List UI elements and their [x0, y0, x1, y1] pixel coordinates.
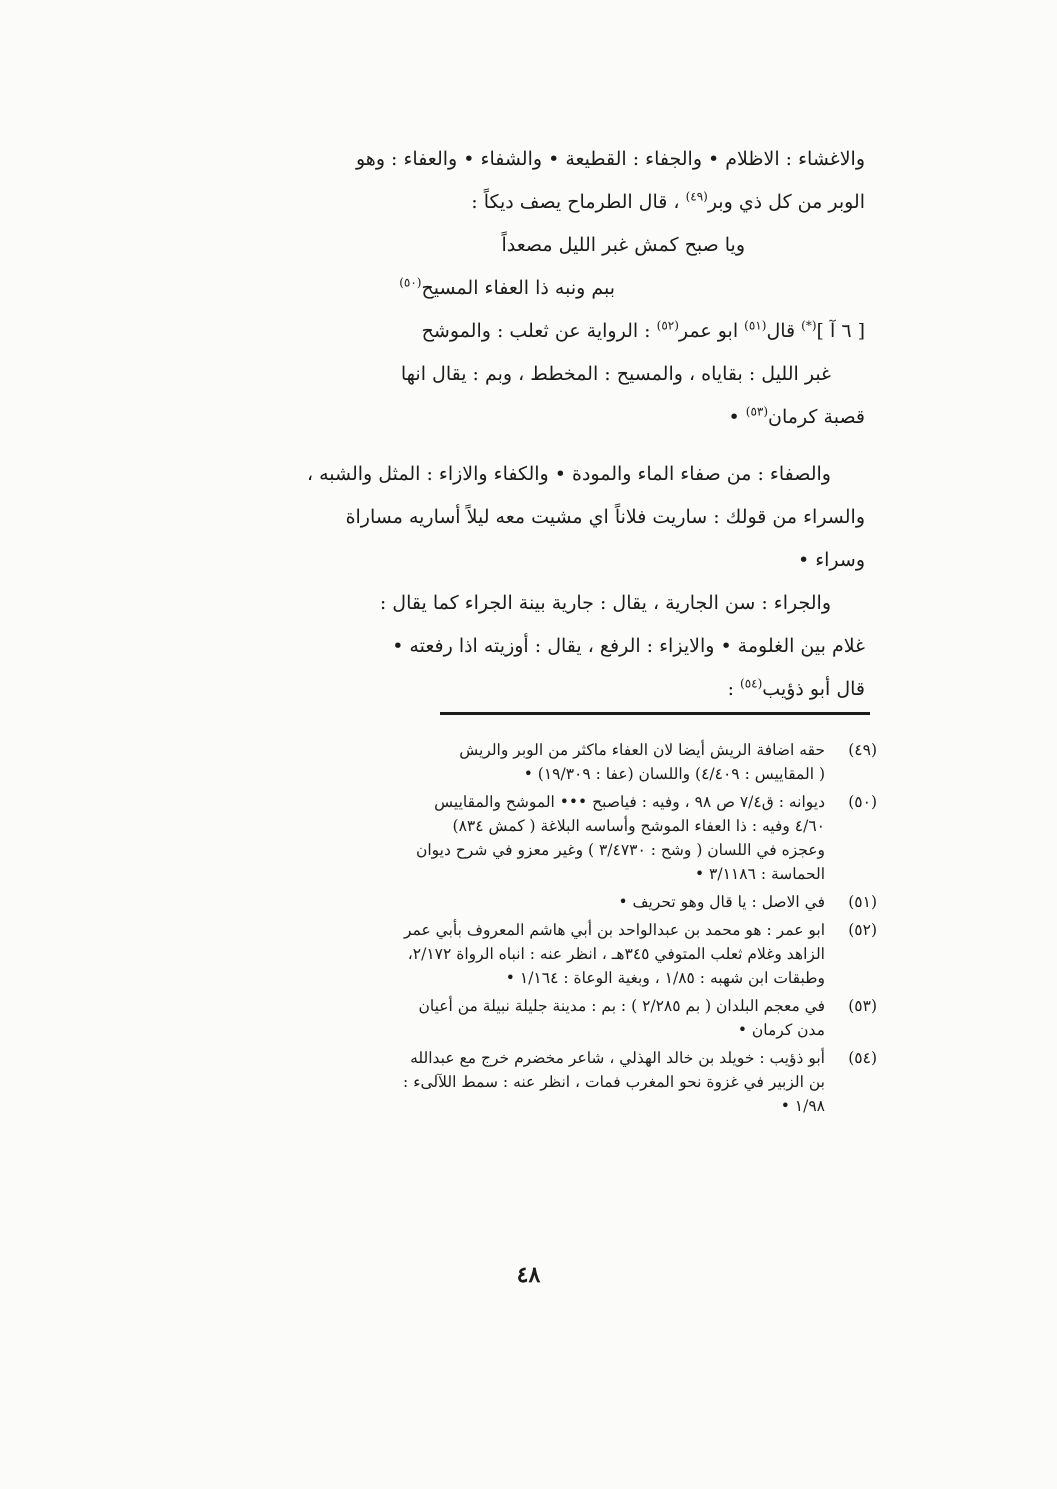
text-line-8: والصفاء : من صفاء الماء والمودة • والكفاء والازاء : المثل والشبه ،: [306, 463, 831, 485]
footnote-line: حقه اضافة الريش أيضا لان العفاء ماكثر من الوبر والريش: [459, 741, 825, 759]
footnote-ref: (٥٣): [745, 404, 769, 419]
footnote: [205, 994, 877, 1042]
footnote: [205, 738, 877, 786]
text-line-12: غلام بين الغلومة • والايزاء : الرفع ، يقال : أوزيته اذا رفعته •: [392, 635, 865, 657]
footnote-ref: (٤٩): [685, 189, 708, 204]
footnote-separator: [440, 712, 870, 715]
text-segment: :: [727, 678, 741, 700]
footnote: [205, 918, 877, 990]
paragraph-gap: [205, 439, 865, 453]
text-segment: : الرواية عن ثعلب : والموشح: [421, 320, 657, 342]
text-line-5: [205, 310, 865, 353]
text-segment: قال: [766, 320, 796, 342]
footnote-ref: (٥٠): [399, 275, 422, 290]
footnote-line: في معجم البلدان ( بم ٢/٢٨٥ ) : بم : مدينة جليلة نبيلة من أعيان: [418, 997, 825, 1015]
footnote-ref: (٥٢): [656, 318, 679, 333]
footnote-number: (٥٢): [848, 921, 877, 939]
footnote-line: ( المقاييس : ٤/٤٠٩) واللسان (عفا : ١٩/٣٠٩) •: [523, 765, 825, 783]
text-segment: ببم ونبه ذا العفاء المسيح: [421, 277, 615, 299]
text-segment: الوبر من كل ذي وبر: [707, 191, 865, 213]
footnote-ref: (٥٤): [740, 676, 763, 691]
footnote-ref: (٥١): [744, 318, 767, 333]
footnote: [205, 890, 877, 914]
text-line-1: والاغشاء : الاظلام • والجفاء : القطيعة • والشفاء • والعفاء : وهو: [355, 148, 865, 170]
footnote-number: (٤٩): [848, 741, 877, 759]
text-line-9: والسراء من قولك : ساريت فلاناً اي مشيت معه ليلاً أساريه مساراة: [345, 506, 865, 528]
verse-line-2: [205, 267, 865, 310]
footnote-text: [205, 994, 825, 1042]
text-segment: •: [728, 406, 746, 428]
page-number: ٤٨: [516, 1262, 541, 1288]
footnote-line: الحماسة : ٣/١١٨٦ •: [694, 865, 825, 883]
footnote-line: في الاصل : يا قال وهو تحريف •: [618, 893, 825, 911]
footnote-line: ابو عمر : هو محمد بن عبدالواحد بن أبي هاشم المعروف بأبي عمر: [403, 921, 825, 939]
footnote-number: (٥٤): [848, 1049, 877, 1067]
footnote-line: أبو ذؤيب : خويلد بن خالد الهذلي ، شاعر مخضرم خرج مع عبدالله: [410, 1049, 825, 1067]
footnote-number: (٥٣): [848, 997, 877, 1015]
footnote-ref: (*): [801, 318, 817, 333]
footnote: [205, 790, 877, 886]
text-segment: قال أبو ذؤيب: [762, 678, 865, 700]
footnote-text: [205, 790, 825, 886]
text-line-10: وسراء •: [797, 549, 865, 571]
footnote-text: [205, 1046, 825, 1118]
footnote-line: الزاهد وغلام ثعلب المتوفي ٣٤٥هـ ، انظر عنه : انباه الرواة ٢/١٧٢،: [407, 945, 825, 963]
verse-line-1: ويا صبح كمش غبر الليل مصعداً: [501, 234, 745, 256]
text-line-13: [205, 668, 865, 711]
footnote-line: وعجزه في اللسان ( وشح : ٣/٤٧٣٠ ) وغير معزو في شرح ديوان: [415, 841, 825, 859]
text-line-11: والجراء : سن الجارية ، يقال : جارية بينة الجراء كما يقال :: [379, 592, 831, 614]
footnote-text: [205, 918, 825, 990]
footnote-text: [205, 890, 825, 914]
footnote-number: (٥٠): [848, 793, 877, 811]
footnote-line: مدن كرمان •: [737, 1021, 825, 1039]
footnote-line: ديوانه : ق٧/٤ ص ٩٨ ، وفيه : فياصبح ••• الموشح والمقاييس: [434, 793, 825, 811]
footnote: [205, 1046, 877, 1118]
text-line-6: غبر الليل : بقاياه ، والمسيح : المخطط ، وبم : يقال انها: [400, 363, 831, 385]
footnote-number: (٥١): [848, 893, 877, 911]
text-line-2: [205, 181, 865, 224]
footnote-line: ١/٩٨ •: [780, 1097, 825, 1115]
footnote-text: [205, 738, 825, 786]
footnote-line: وطبقات ابن شهبه : ١/٨٥ ، وبغية الوعاة : ١/١٦٤ •: [505, 969, 825, 987]
folio-marker: [ ٦ آ ]: [816, 320, 865, 342]
text-line-7: [205, 396, 865, 439]
main-text: [205, 138, 865, 711]
text-segment: ، قال الطرماح يصف ديكاً :: [471, 191, 686, 213]
text-segment: قصبة كرمان: [768, 406, 865, 428]
footnotes: [205, 738, 877, 1122]
footnote-line: بن الزبير في غزوة نحو المغرب فمات ، انظر عنه : سمط اللآلىء :: [403, 1073, 825, 1091]
footnote-line: ٤/٦٠ وفيه : ذا العفاء الموشح وأساسه البلاغة ( كمش ٨٣٤): [452, 817, 825, 835]
text-segment: ابو عمر: [678, 320, 745, 342]
